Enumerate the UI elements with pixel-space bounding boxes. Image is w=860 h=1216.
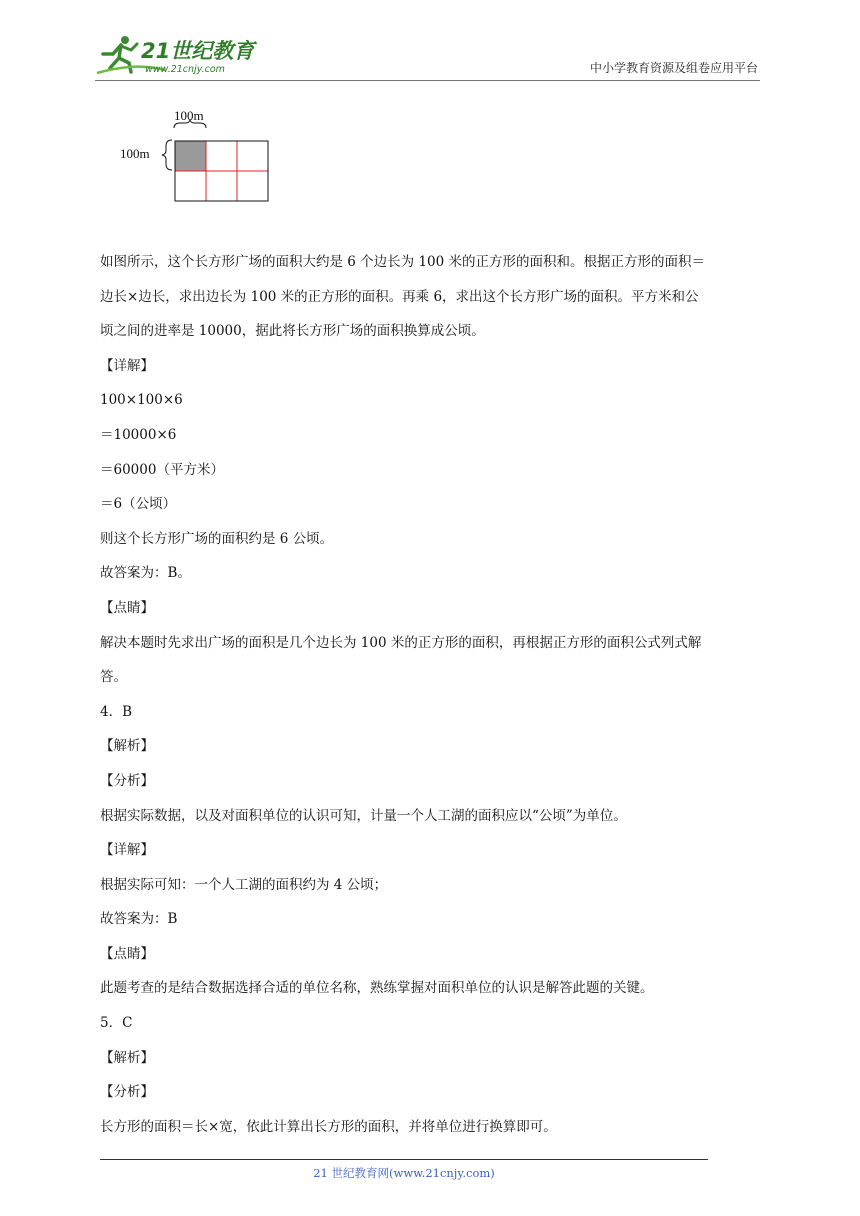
figure-top-label: 100m: [174, 108, 204, 123]
section-heading-comment: 【点睛】: [100, 945, 154, 962]
section-heading-detail: 【详解】: [100, 357, 154, 374]
shaded-square: [175, 141, 206, 171]
logo-text: 21世纪教育: [141, 39, 255, 63]
text-line: 长方形的面积＝长×宽，依此计算出长方形的面积，并将单位进行换算即可。: [100, 1118, 557, 1135]
text-line: 边长×边长，求出边长为 100 米的正方形的面积。再乘 6，求出这个长方形广场的面积。平方米和公: [100, 288, 699, 305]
calc-line: ＝6（公顷）: [100, 496, 177, 513]
text-line: 此题考查的是结合数据选择合适的单位名称，熟练掌握对面积单位的认识是解答此题的关键。: [100, 980, 654, 997]
answer-line: 故答案为：B: [100, 911, 178, 928]
question-number: 5．C: [100, 1015, 133, 1032]
question-number: 4．B: [100, 703, 133, 720]
text-line: 如图所示，这个长方形广场的面积大约是 6 个边长为 100 米的正方形的面积和。根据正方形的面积＝: [100, 254, 706, 270]
text-line: 则这个长方形广场的面积约是 6 公顷。: [100, 530, 334, 547]
text-line: 根据实际可知：一个人工湖的面积约为 4 公顷；: [100, 876, 388, 893]
text-line: 顷之间的进率是 10000，据此将长方形广场的面积换算成公顷。: [100, 323, 485, 340]
square-grid-figure: [118, 104, 278, 208]
platform-name: 中小学教育资源及组卷应用平台: [589, 61, 758, 75]
calc-line: ＝10000×6: [100, 426, 177, 443]
section-heading-detail: 【详解】: [100, 842, 154, 859]
site-logo: [95, 32, 260, 76]
section-heading-comment: 【点睛】: [100, 599, 154, 616]
section-heading-breakdown: 【分析】: [100, 1084, 154, 1101]
section-heading-analysis: 【解析】: [100, 1049, 154, 1066]
answer-content: [100, 245, 772, 1144]
page-header: [95, 30, 760, 81]
left-brace: [162, 140, 172, 170]
text-line: 答。: [100, 669, 127, 686]
text-line: 根据实际数据，以及对面积单位的认识可知，计量一个人工湖的面积应以“公顷”为单位。: [100, 807, 627, 824]
footer-divider: [100, 1159, 708, 1160]
text-line: 解决本题时先求出广场的面积是几个边长为 100 米的正方形的面积，再根据正方形的面积公式列式解: [100, 634, 702, 651]
figure-left-label: 100m: [120, 146, 150, 161]
section-heading-breakdown: 【分析】: [100, 772, 154, 789]
section-heading-analysis: 【解析】: [100, 738, 154, 755]
calc-line: ＝60000（平方米）: [100, 461, 224, 478]
answer-line: 故答案为：B。: [100, 565, 191, 582]
logo-url: www.21cnjy.com: [145, 64, 225, 75]
page-footer: 21 世纪教育网(www.21cnjy.com): [313, 1166, 495, 1180]
calc-line: 100×100×6: [100, 392, 183, 409]
